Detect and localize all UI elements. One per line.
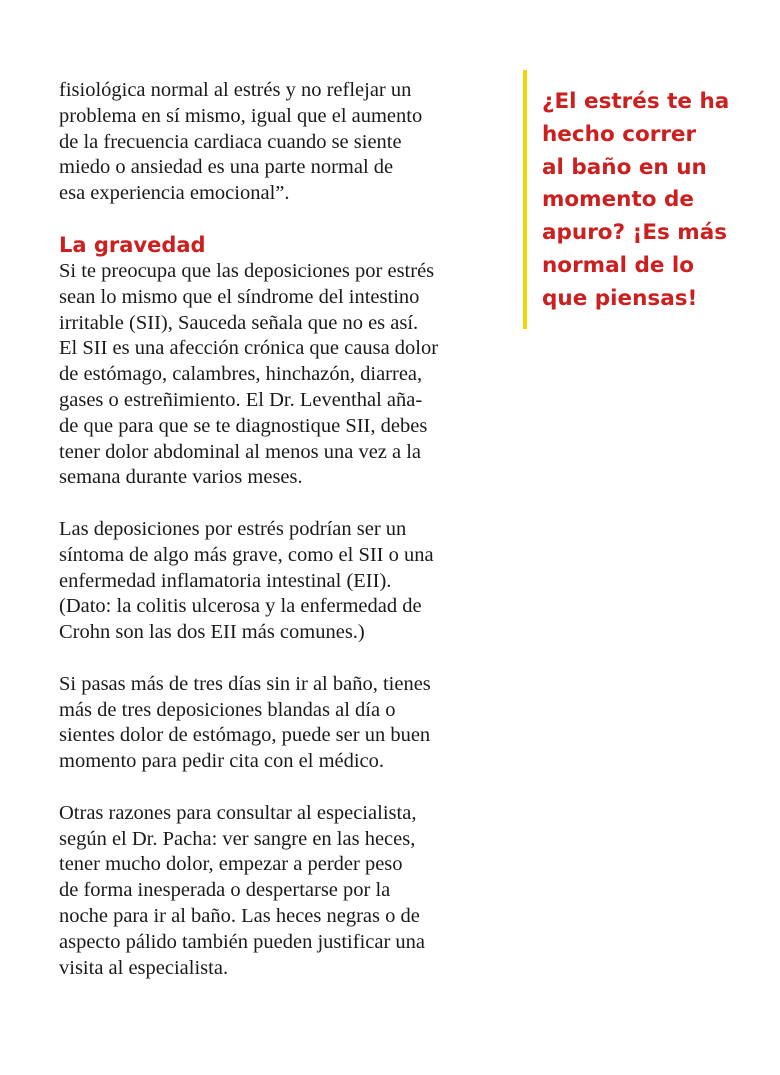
- text-line: Si pasas más de tres días sin ir al baño, tienes: [59, 672, 431, 695]
- paragraph-spacer: [59, 646, 499, 672]
- text-line: aspecto pálido también pueden justificar una: [59, 930, 426, 953]
- text-line: problema en sí mismo, igual que el aumento: [59, 104, 423, 127]
- paragraph-1: [59, 259, 499, 491]
- text-line: síntoma de algo más grave, como el SII o una: [59, 543, 434, 566]
- text-line: fisiológica normal al estrés y no reflejar un: [59, 79, 412, 101]
- text-line: sean lo mismo que el síndrome del intestino: [59, 285, 420, 308]
- paragraph-spacer: [59, 775, 499, 801]
- text-line: gases o estreñimiento. El Dr. Leventhal aña-: [59, 388, 423, 411]
- section-heading: La gravedad: [59, 232, 206, 257]
- text-line: de la frecuencia cardiaca cuando se siente: [59, 130, 402, 153]
- text-line: esa experiencia emocional”.: [59, 182, 290, 205]
- text-line: visita al especialista.: [59, 956, 229, 979]
- text-line: Otras razones para consultar al especialista,: [59, 801, 417, 824]
- text-line: momento para pedir cita con el médico.: [59, 750, 385, 773]
- text-line: tener dolor abdominal al menos una vez a la: [59, 440, 422, 463]
- paragraph-2: [59, 517, 499, 646]
- pull-quote-line: al baño en un: [542, 154, 707, 180]
- pull-quote: [542, 86, 772, 316]
- text-line: enfermedad inflamatoria intestinal (EII).: [59, 569, 392, 592]
- pull-quote-line: que piensas!: [542, 285, 698, 311]
- text-line: irritable (SII), Sauceda señala que no es así.: [59, 311, 419, 334]
- text-line: miedo o ansiedad es una parte normal de: [59, 156, 394, 179]
- pull-quote-line: normal de lo: [542, 252, 695, 278]
- text-line: de forma inesperada o despertarse por la: [59, 879, 391, 902]
- pull-quote-line: apuro? ¡Es más: [542, 220, 728, 246]
- pull-quote-line: hecho correr: [542, 121, 697, 147]
- text-line: sientes dolor de estómago, puede ser un buen: [59, 724, 431, 747]
- pull-quote-line: ¿El estrés te ha: [542, 89, 730, 114]
- text-line: Crohn son las dos EII más comunes.): [59, 621, 365, 644]
- text-line: de estómago, calambres, hinchazón, diarrea,: [59, 363, 423, 386]
- text-line: noche para ir al baño. Las heces negras o de: [59, 904, 420, 927]
- pullquote-rule: [523, 70, 527, 329]
- article-column: [59, 78, 499, 981]
- text-line: más de tres deposiciones blandas al día o: [59, 698, 396, 721]
- text-line: tener mucho dolor, empezar a perder peso: [59, 853, 403, 876]
- text-line: de que para que se te diagnostique SII, debes: [59, 414, 428, 437]
- text-line: Las deposiciones por estrés podrían ser un: [59, 517, 407, 540]
- intro-paragraph: [59, 78, 499, 207]
- paragraph-spacer: [59, 491, 499, 517]
- text-line: El SII es una afección crónica que causa dolor: [59, 337, 439, 360]
- paragraph-4: [59, 801, 499, 982]
- pull-quote-line: momento de: [542, 187, 694, 213]
- text-line: Si te preocupa que las deposiciones por estrés: [59, 259, 435, 282]
- paragraph-3: [59, 672, 499, 775]
- text-line: semana durante varios meses.: [59, 466, 303, 489]
- text-line: (Dato: la colitis ulcerosa y la enfermedad de: [59, 595, 422, 618]
- text-line: según el Dr. Pacha: ver sangre en las heces,: [59, 827, 416, 850]
